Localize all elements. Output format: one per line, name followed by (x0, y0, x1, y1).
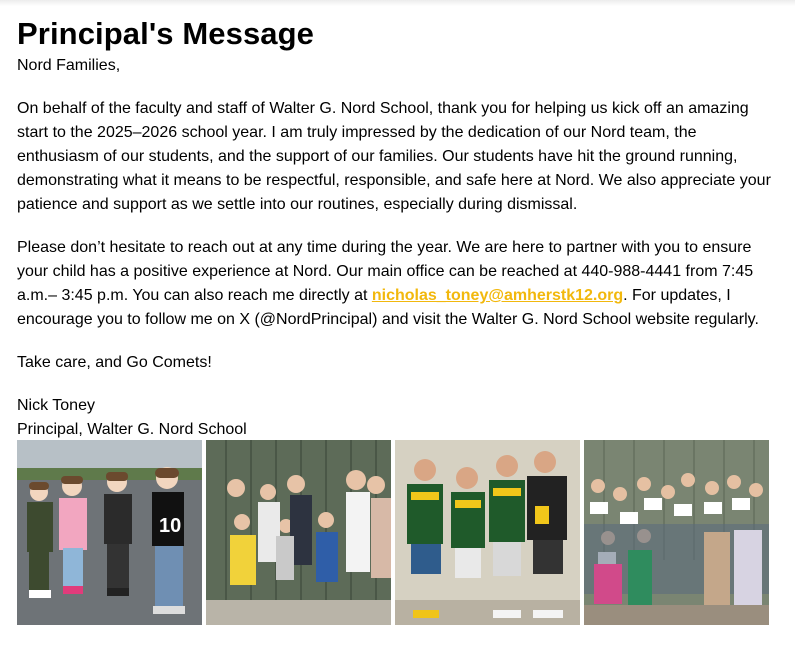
salutation: Nord Families, (17, 57, 121, 74)
page-title: Principal's Message (17, 16, 315, 51)
signature-name: Nick Toney (17, 397, 95, 414)
photo-strip (17, 440, 769, 625)
photo-boys-jerseys (395, 440, 580, 625)
photo-students-lockers (206, 440, 391, 625)
email-link[interactable]: nicholas_toney@amherstk12.org (371, 287, 624, 304)
svg-text:10: 10 (159, 515, 182, 537)
principal-message (17, 14, 777, 442)
paragraph-2-text-before: Please don’t hesitate to reach out at any time during the year. We are here to partner with you to ensure your child has a positive experience at Nord. Our main office can be reached at 440-988-4441 from 7:45 a.m.– 3:45 p.m. You can also reach me directly at (17, 239, 754, 304)
message-paragraph-1: On behalf of the faculty and staff of Walter G. Nord School, thank you for helping us kick off an amazing start to the 2025–2026 school year. I am truly impressed by the dedication of our Nord team, the enthusiasm of our students, and the support of our families. Our students have hit the ground running, demonstrating what it means to be respectful, responsible, and safe here at Nord. We also appreciate your patience and support as we settle into our routines, especially during dismissal. (17, 100, 771, 213)
paragraph-2-text-after: . For updates, I encourage you to follow me on X (@NordPrincipal) and visit the Walter G. Nord School website regularly. (17, 287, 759, 328)
message-paragraph-2 (17, 236, 777, 332)
photo-girls-outdoors (17, 440, 202, 625)
signature-role: Principal, Walter G. Nord School (17, 421, 247, 438)
closing-line: Take care, and Go Comets! (17, 354, 212, 371)
top-shadow (0, 0, 795, 6)
photo-staff-group (584, 440, 769, 625)
